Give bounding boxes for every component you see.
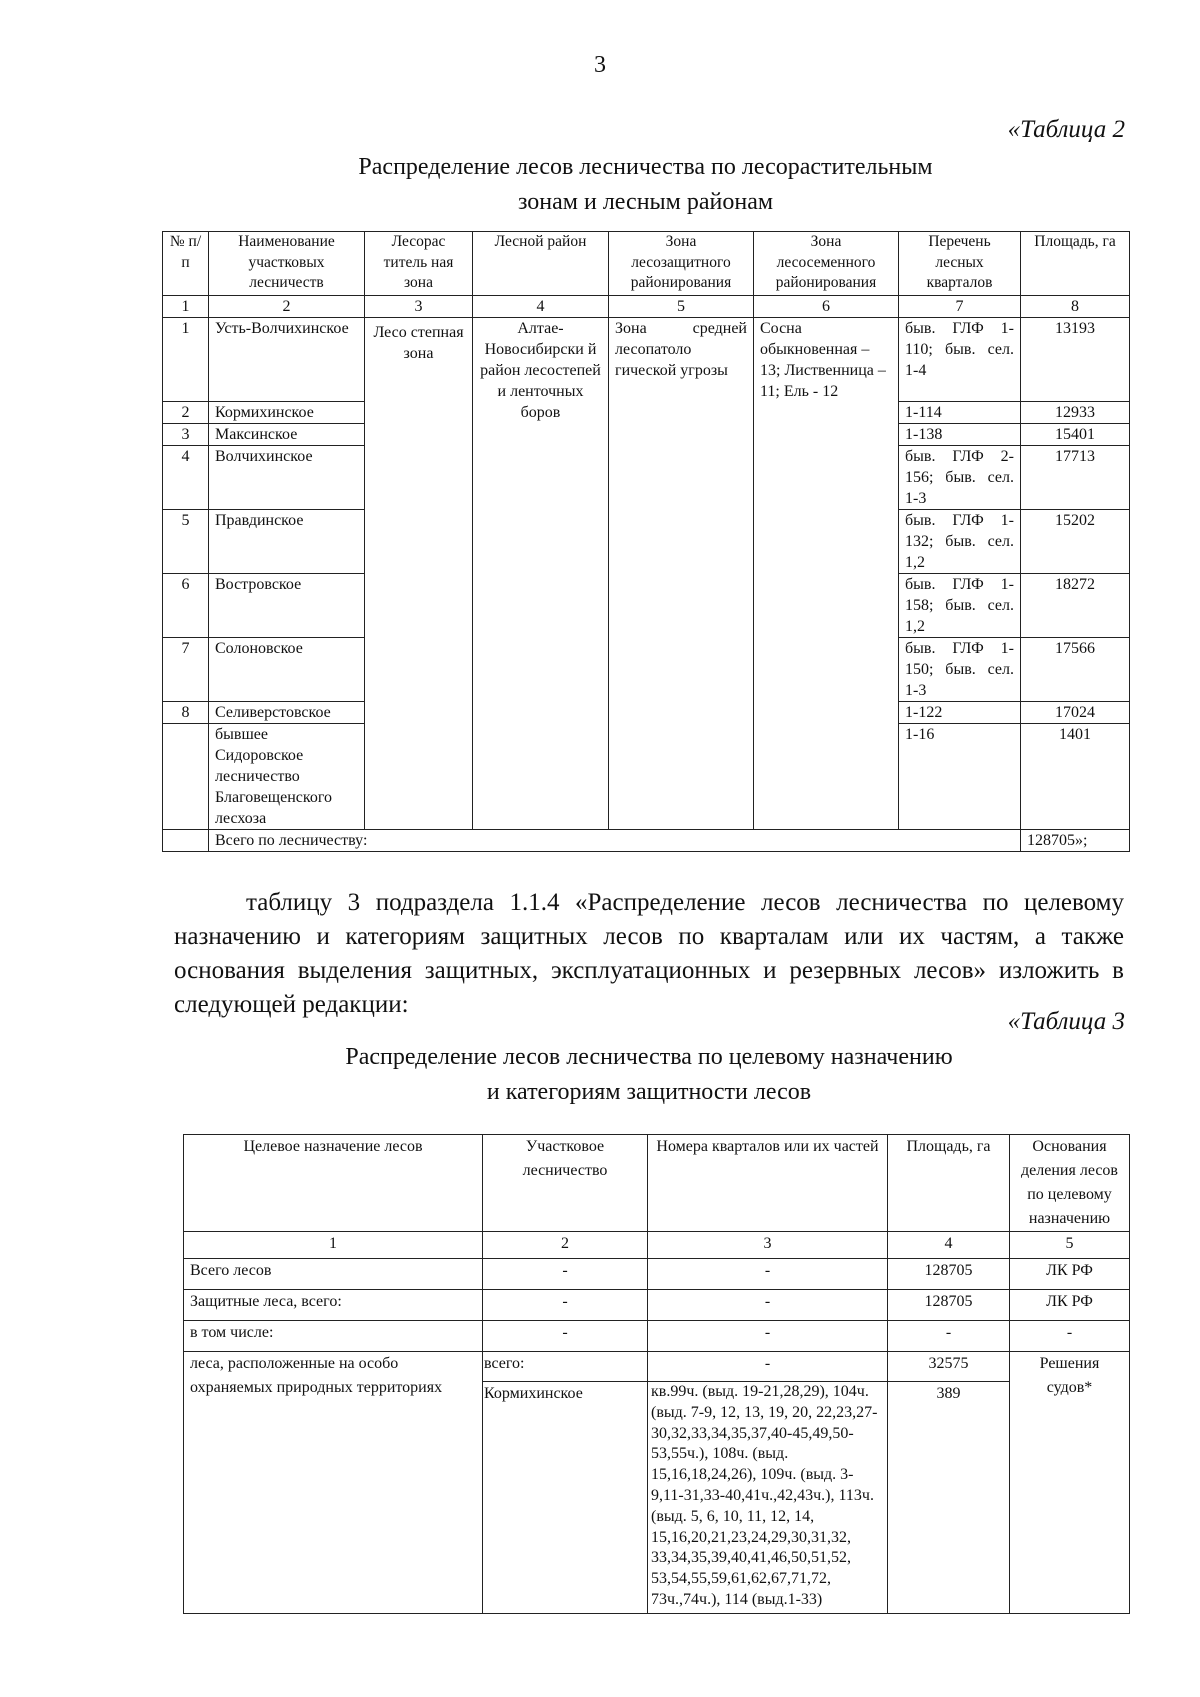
t2-col-number: 7 <box>899 296 1021 318</box>
t2-header-cell: Лесной район <box>473 232 609 296</box>
basis-cell: - <box>1010 1321 1130 1352</box>
t2-header-cell: Лесорас титель ная зона <box>365 232 473 296</box>
quarters-list: быв. ГЛФ 1-150; быв. сел. 1-3 <box>899 638 1021 702</box>
row-number: 5 <box>163 510 209 574</box>
table-row <box>163 318 1130 402</box>
forestry-cell: - <box>483 1259 648 1290</box>
forest-purpose-table <box>183 1134 1130 1614</box>
area-value: 17713 <box>1021 446 1130 510</box>
t2-header-cell: Перечень лесных кварталов <box>899 232 1021 296</box>
total-label: Всего по лесничеству: <box>209 830 1021 852</box>
forestry-name: бывшее Сидоровское лесничество Благовещенского лесхоза <box>209 724 365 830</box>
t3-col-number: 4 <box>888 1232 1010 1259</box>
purpose-cell: Защитные леса, всего: <box>184 1290 483 1321</box>
forestry-cell: Кормихинское <box>483 1382 648 1614</box>
table2-title-line2: зонам и лесным районам <box>517 189 774 215</box>
area-cell: 128705 <box>888 1259 1010 1290</box>
row-number: 3 <box>163 424 209 446</box>
t3-header-cell: Основания деления лесов по целевому назначению <box>1010 1135 1130 1232</box>
area-value: 15202 <box>1021 510 1130 574</box>
quarters-list: быв. ГЛФ 1-158; быв. сел. 1,2 <box>899 574 1021 638</box>
protection-zone: Зона средней лесопатоло гической угрозы <box>609 318 754 830</box>
seed-zone: Сосна обыкновенная – 13; Лиственница – 11; Ель - 12 <box>754 318 899 830</box>
t2-header-cell: Зона лесосеменного районирования <box>754 232 899 296</box>
forest-district: Алтае-Новосибирски й район лесостепей и ленточных боров <box>473 318 609 830</box>
quarters-cell: кв.99ч. (выд. 19-21,28,29), 104ч. (выд. 7-9, 12, 13, 19, 20, 22,23,27-30,32,33,34,35,37,40-45,49,50-53,55ч.), 108ч. (выд. 15,16,18,24,26), 109ч. (выд. 3-9,11-31,33-40,41ч.,42,43ч.), 113ч. (выд. 5, 6, 10, 11, 12, 14, 15,16,20,21,23,24,29,30,31,32, 33,34,35,39,40,41,46,50,51,52, 53,54,55,59,61,62,67,71,72, 73ч.,74ч.), 114 (выд.1-33) <box>648 1382 888 1614</box>
t3-header-cell: Целевое назначение лесов <box>184 1135 483 1232</box>
quarters-cell: - <box>648 1259 888 1290</box>
t2-col-number: 5 <box>609 296 754 318</box>
table3-title-line2: и категориям защитности лесов <box>486 1079 812 1105</box>
quarters-list: быв. ГЛФ 1-110; быв. сел. 1-4 <box>899 318 1021 402</box>
basis-cell: ЛК РФ <box>1010 1290 1130 1321</box>
quarters-cell: - <box>648 1321 888 1352</box>
table-row <box>184 1321 1130 1352</box>
forestry-cell: всего: <box>483 1352 648 1382</box>
forest-zones-table <box>162 231 1130 852</box>
t3-header-cell: Участковое лесничество <box>483 1135 648 1232</box>
total-spacer <box>163 830 209 852</box>
t2-col-number: 1 <box>163 296 209 318</box>
table3-title <box>174 1040 1124 1110</box>
table-row <box>184 1290 1130 1321</box>
area-value: 17566 <box>1021 638 1130 702</box>
t2-header-cell: Наименование участковых лесничеств <box>209 232 365 296</box>
t3-header-cell: Номера кварталов или их частей <box>648 1135 888 1232</box>
forestry-cell: - <box>483 1290 648 1321</box>
body-paragraph: таблицу 3 подраздела 1.1.4 «Распределение лесов лесничества по целевому назначению и категориям защитных лесов по кварталам или их частям, а также основания выделения защитных, эксплуатационных и резервных лесов» изложить в следующей редакции: <box>174 889 1124 1018</box>
area-cell: 32575 <box>888 1352 1010 1382</box>
basis-cell: Решения судов* <box>1010 1352 1130 1614</box>
table-row <box>184 1352 1130 1382</box>
t2-col-number: 3 <box>365 296 473 318</box>
total-area: 128705»; <box>1021 830 1130 852</box>
forestry-name: Правдинское <box>209 510 365 574</box>
t3-col-number: 3 <box>648 1232 888 1259</box>
t2-col-number: 8 <box>1021 296 1130 318</box>
table3-label: «Таблица 3 <box>1007 1008 1125 1035</box>
area-value: 15401 <box>1021 424 1130 446</box>
table2-title-line1: Распределение лесов лесничества по лесорастительным <box>358 154 933 180</box>
quarters-cell: - <box>648 1290 888 1321</box>
quarters-list: 1-138 <box>899 424 1021 446</box>
table2-title <box>162 150 1129 220</box>
row-number: 8 <box>163 702 209 724</box>
area-value: 17024 <box>1021 702 1130 724</box>
row-number: 4 <box>163 446 209 510</box>
quarters-list: 1-16 <box>899 724 1021 830</box>
table-row <box>184 1259 1130 1290</box>
t2-header-cell: Площадь, га <box>1021 232 1130 296</box>
t2-col-number: 4 <box>473 296 609 318</box>
page-number: 3 <box>594 52 606 78</box>
t3-col-number: 5 <box>1010 1232 1130 1259</box>
t3-header-cell: Площадь, га <box>888 1135 1010 1232</box>
area-cell: 128705 <box>888 1290 1010 1321</box>
quarters-list: быв. ГЛФ 1-132; быв. сел. 1,2 <box>899 510 1021 574</box>
row-number <box>163 724 209 830</box>
forestry-name: Максинское <box>209 424 365 446</box>
forestry-cell: - <box>483 1321 648 1352</box>
vegetation-zone: Лесо степная зона <box>365 318 473 830</box>
area-value: 18272 <box>1021 574 1130 638</box>
table3-title-line1: Распределение лесов лесничества по целевому назначению <box>345 1044 953 1070</box>
quarters-cell: - <box>648 1352 888 1382</box>
forestry-name: Кормихинское <box>209 402 365 424</box>
area-cell: 389 <box>888 1382 1010 1614</box>
purpose-cell: Всего лесов <box>184 1259 483 1290</box>
purpose-cell: в том числе: <box>184 1321 483 1352</box>
row-number: 6 <box>163 574 209 638</box>
t2-header-cell: Зона лесозащитного районирования <box>609 232 754 296</box>
area-value: 1401 <box>1021 724 1130 830</box>
area-value: 13193 <box>1021 318 1130 402</box>
t3-col-number: 1 <box>184 1232 483 1259</box>
area-value: 12933 <box>1021 402 1130 424</box>
forestry-name: Селиверстовское <box>209 702 365 724</box>
t3-col-number: 2 <box>483 1232 648 1259</box>
purpose-cell: леса, расположенные на особо охраняемых природных территориях <box>184 1352 483 1614</box>
row-number: 7 <box>163 638 209 702</box>
t2-header-cell: № п/ п <box>163 232 209 296</box>
area-cell: - <box>888 1321 1010 1352</box>
t2-col-number: 6 <box>754 296 899 318</box>
forestry-name: Волчихинское <box>209 446 365 510</box>
t2-col-number: 2 <box>209 296 365 318</box>
total-row <box>163 830 1130 852</box>
forestry-name: Усть-Волчихинское <box>209 318 365 402</box>
row-number: 1 <box>163 318 209 402</box>
forestry-name: Солоновское <box>209 638 365 702</box>
quarters-list: быв. ГЛФ 2-156; быв. сел. 1-3 <box>899 446 1021 510</box>
forestry-name: Востровское <box>209 574 365 638</box>
table2-label: «Таблица 2 <box>1007 116 1125 143</box>
quarters-list: 1-122 <box>899 702 1021 724</box>
basis-cell: ЛК РФ <box>1010 1259 1130 1290</box>
quarters-list: 1-114 <box>899 402 1021 424</box>
row-number: 2 <box>163 402 209 424</box>
